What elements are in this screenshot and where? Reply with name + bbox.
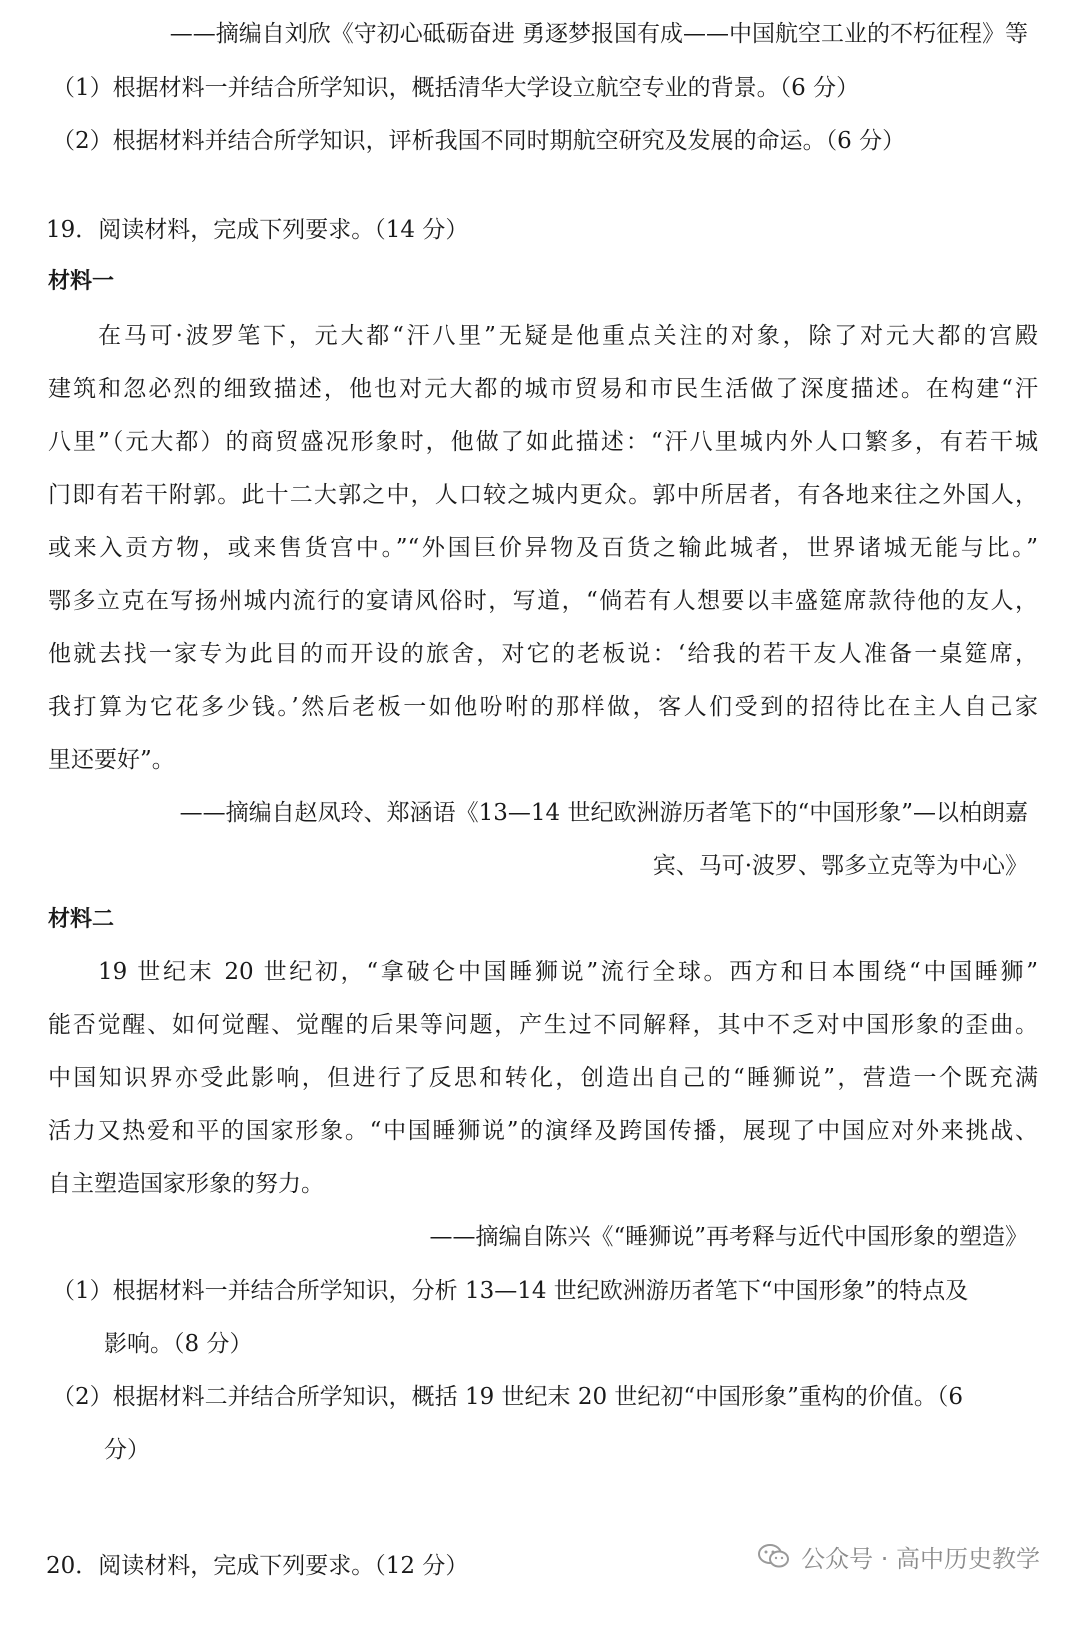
question-19-part-2-line-1: （2）根据材料二并结合所学知识，概括 19 世纪末 20 世纪初“中国形象”重构的价值。（6 bbox=[52, 1384, 964, 1410]
material-1-line: 或来入贡方物，或来售货宫中。”“外国巨价异物及百货之输此城者，世界诸城无能与比。” bbox=[48, 535, 1038, 561]
watermark bbox=[757, 1536, 1040, 1576]
material-2-line: 中国知识界亦受此影响，但进行了反思和转化，创造出自己的“睡狮说”，营造一个既充满 bbox=[48, 1065, 1038, 1091]
material-2-source: ——摘编自陈兴《“睡狮说”再考释与近代中国形象的塑造》 bbox=[429, 1224, 1028, 1250]
question-18-part-2: （2）根据材料并结合所学知识，评析我国不同时期航空研究及发展的命运。（6 分） bbox=[52, 128, 906, 154]
material-2-line: 19 世纪末 20 世纪初，“拿破仑中国睡狮说”流行全球。西方和日本围绕“中国睡狮” bbox=[98, 959, 1038, 985]
question-18-part-1: （1）根据材料一并结合所学知识，概括清华大学设立航空专业的背景。（6 分） bbox=[52, 75, 860, 101]
material-1-heading: 材料一 bbox=[48, 269, 115, 294]
material-1-line: 他就去找一家专为此目的而开设的旅舍，对它的老板说：‘给我的若干友人准备一桌筵席， bbox=[48, 641, 1038, 667]
material-2-line: 能否觉醒、如何觉醒、觉醒的后果等问题，产生过不同解释，其中不乏对中国形象的歪曲。 bbox=[48, 1012, 1038, 1038]
question-20-title: 20．阅读材料，完成下列要求。（12 分） bbox=[46, 1553, 469, 1579]
material-1-line: 里还要好”。 bbox=[48, 747, 175, 773]
material-1-source-line-2: 宾、马可·波罗、鄂多立克等为中心》 bbox=[652, 853, 1028, 879]
question-19-part-1-line-1: （1）根据材料一并结合所学知识，分析 13—14 世纪欧洲游历者笔下“中国形象”的特点及 bbox=[52, 1278, 969, 1304]
watermark-text: 公众号 · 高中历史教学 bbox=[801, 1544, 1040, 1573]
material-2-heading: 材料二 bbox=[48, 907, 115, 932]
material-1-line: 八里”（元大都）的商贸盛况形象时，他做了如此描述：“汗八里城内外人口繁多，有若干城 bbox=[48, 429, 1038, 455]
wechat-icon bbox=[757, 1542, 791, 1570]
material-2-line: 自主塑造国家形象的努力。 bbox=[48, 1171, 324, 1197]
source-citation-liu-xin: ——摘编自刘欣《守初心砥砺奋进 勇逐梦报国有成——中国航空工业的不朽征程》等 bbox=[169, 21, 1028, 47]
material-1-source-line-1: ——摘编自赵凤玲、郑涵语《13—14 世纪欧洲游历者笔下的“中国形象”—以柏朗嘉 bbox=[179, 800, 1028, 826]
material-1-line: 鄂多立克在写扬州城内流行的宴请风俗时，写道，“倘若有人想要以丰盛筵席款待他的友人， bbox=[48, 588, 1038, 614]
material-2-line: 活力又热爱和平的国家形象。“中国睡狮说”的演绎及跨国传播，展现了中国应对外来挑战、 bbox=[48, 1118, 1038, 1144]
material-1-line: 建筑和忽必烈的细致描述，他也对元大都的城市贸易和市民生活做了深度描述。在构建“汗 bbox=[48, 376, 1038, 402]
material-1-line: 我打算为它花多少钱。’然后老板一如他吩咐的那样做，客人们受到的招待比在主人自己家 bbox=[48, 694, 1038, 720]
material-1-line: 在马可·波罗笔下，元大都“汗八里”无疑是他重点关注的对象，除了对元大都的宫殿 bbox=[98, 323, 1038, 349]
question-19-part-1-line-2: 影响。（8 分） bbox=[104, 1331, 253, 1357]
question-19-part-2-line-2: 分） bbox=[104, 1437, 150, 1463]
question-19-title: 19．阅读材料，完成下列要求。（14 分） bbox=[46, 217, 469, 243]
material-1-line: 门即有若干附郭。此十二大郭之中，人口较之城内更众。郭中所居者，有各地来往之外国人， bbox=[48, 482, 1038, 508]
